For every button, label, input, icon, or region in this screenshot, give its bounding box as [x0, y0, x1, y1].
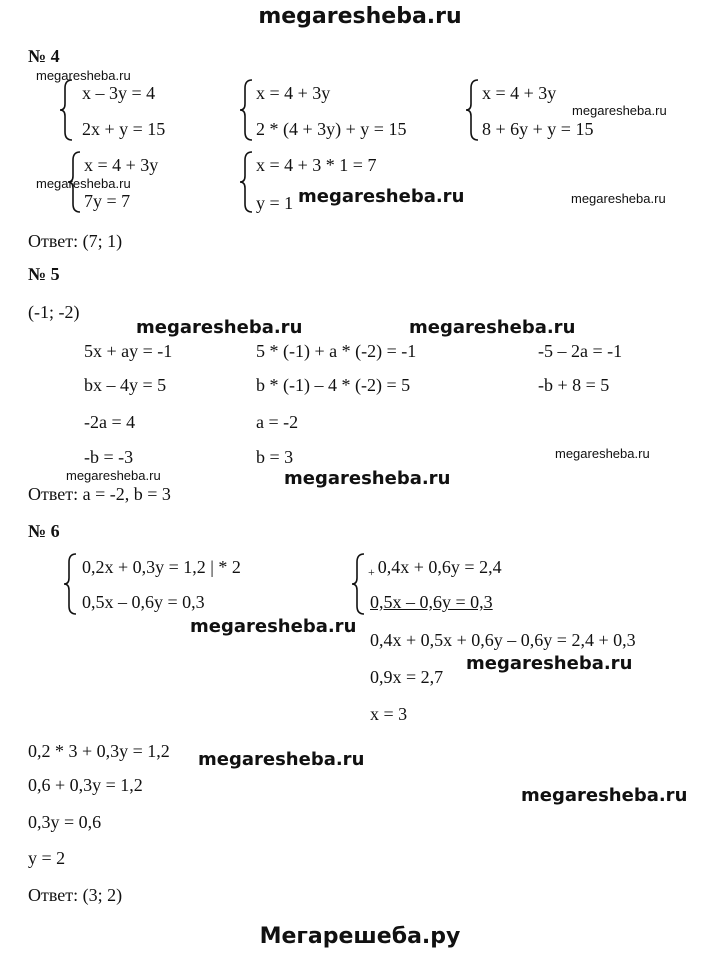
system-brace: [238, 150, 254, 214]
p5-col2-line1: 5 * (-1) + a * (-2) = -1: [256, 341, 417, 361]
watermark: megaresheba.ru: [571, 191, 666, 206]
p6-sys1-eq1: 0,2x + 0,3y = 1,2 | * 2: [82, 557, 241, 577]
p5-col3-line2: -b + 8 = 5: [538, 375, 610, 395]
p4-sys1-eq2: 2x + y = 15: [82, 119, 166, 139]
watermark: megaresheba.ru: [36, 68, 131, 83]
p6-sys1-eq2: 0,5x – 0,6y = 0,3: [82, 592, 205, 612]
p5-col2-line3: a = -2: [256, 412, 299, 432]
p6-step2: 0,9x = 2,7: [370, 667, 444, 687]
p6-step1: 0,4x + 0,5x + 0,6y – 0,6y = 2,4 + 0,3: [370, 630, 636, 650]
p4-sys4-eq1: x = 4 + 3y: [84, 155, 159, 175]
p6-answer: Ответ: (3; 2): [28, 885, 123, 905]
problem-4-heading: № 4: [28, 46, 60, 66]
p6-line2: 0,6 + 0,3y = 1,2: [28, 775, 143, 795]
watermark: megaresheba.ru: [198, 749, 365, 770]
p4-sys4-eq2: 7y = 7: [84, 191, 131, 211]
p6-step3: x = 3: [370, 704, 408, 724]
p5-point: (-1; -2): [28, 302, 80, 322]
system-brace: [58, 78, 74, 142]
watermark: megaresheba.ru: [66, 468, 161, 483]
watermark: megaresheba.ru: [409, 317, 576, 338]
p5-col2-line4: b = 3: [256, 447, 294, 467]
watermark: megaresheba.ru: [466, 653, 633, 674]
p6-sys2-eq1: [368, 556, 502, 583]
system-brace: [464, 78, 480, 142]
p5-col1-line4: -b = -3: [84, 447, 134, 467]
p6-sys2-eq1-text: 0,4x + 0,6y = 2,4: [377, 557, 502, 577]
plus-sign: +: [368, 565, 375, 579]
p6-line4: y = 2: [28, 848, 66, 868]
p6-line3: 0,3y = 0,6: [28, 812, 102, 832]
p4-sys5-eq2: y = 1: [256, 193, 294, 213]
p5-answer: Ответ: a = -2, b = 3: [28, 484, 171, 504]
p5-col2-line2: b * (-1) – 4 * (-2) = 5: [256, 375, 411, 395]
watermark: megaresheba.ru: [190, 616, 357, 637]
watermark: megaresheba.ru: [521, 785, 688, 806]
p5-col1-line2: bx – 4y = 5: [84, 375, 167, 395]
p6-line1: 0,2 * 3 + 0,3y = 1,2: [28, 741, 170, 761]
problem-6-heading: № 6: [28, 521, 60, 541]
p5-col1-line1: 5x + ay = -1: [84, 341, 173, 361]
p6-sys2-eq2: 0,5x – 0,6y = 0,3: [370, 592, 493, 612]
p4-sys2-eq1: x = 4 + 3y: [256, 83, 331, 103]
watermark: megaresheba.ru: [298, 186, 465, 207]
watermark: megaresheba.ru: [572, 103, 667, 118]
site-footer: Мегарешеба.ру: [259, 924, 461, 949]
p4-answer: Ответ: (7; 1): [28, 231, 123, 251]
p4-sys5-eq1: x = 4 + 3 * 1 = 7: [256, 155, 377, 175]
p4-sys3-eq1: x = 4 + 3y: [482, 83, 557, 103]
system-brace: [238, 78, 254, 142]
site-header: megaresheba.ru: [258, 4, 462, 29]
p4-sys3-eq2: 8 + 6y + y = 15: [482, 119, 594, 139]
problem-5-heading: № 5: [28, 264, 60, 284]
p4-sys2-eq2: 2 * (4 + 3y) + y = 15: [256, 119, 407, 139]
system-brace: [350, 552, 366, 616]
watermark: megaresheba.ru: [555, 446, 650, 461]
watermark: megaresheba.ru: [36, 176, 131, 191]
system-brace: [62, 552, 78, 616]
p4-sys1-eq1: x – 3y = 4: [82, 83, 156, 103]
p5-col1-line3: -2a = 4: [84, 412, 136, 432]
watermark: megaresheba.ru: [136, 317, 303, 338]
watermark: megaresheba.ru: [284, 468, 451, 489]
p5-col3-line1: -5 – 2a = -1: [538, 341, 623, 361]
